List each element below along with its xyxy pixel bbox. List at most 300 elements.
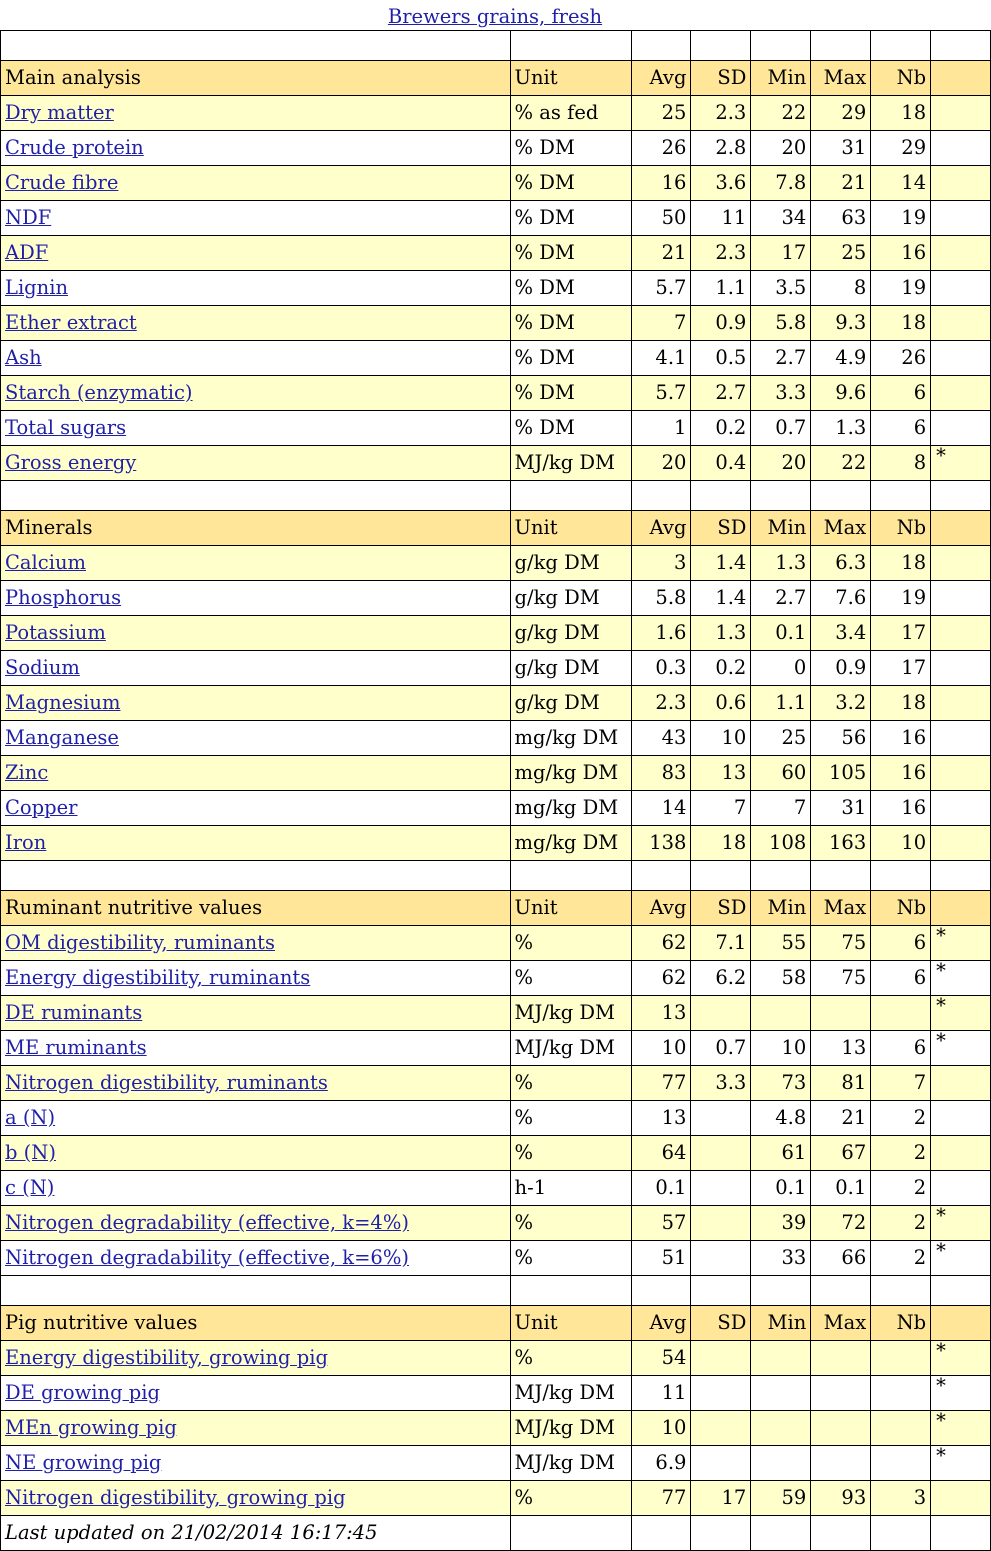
nutrient-link[interactable]: Nitrogen degradability (effective, k=6%) (5, 1246, 409, 1269)
avg-cell: 77 (631, 1481, 691, 1516)
nutrient-link[interactable]: Nitrogen digestibility, ruminants (5, 1071, 328, 1094)
empty-cell (811, 31, 871, 61)
sd-cell: 2.3 (691, 96, 751, 131)
row-name-cell (1, 1411, 511, 1446)
avg-cell: 10 (631, 1031, 691, 1066)
unit-cell: % DM (510, 201, 631, 236)
row-name-cell (1, 1136, 511, 1171)
column-header-sd: SD (691, 891, 751, 926)
unit-cell: % as fed (510, 96, 631, 131)
empty-cell (871, 31, 931, 61)
table-row (1, 271, 991, 306)
avg-cell: 4.1 (631, 341, 691, 376)
row-name-cell (1, 446, 511, 481)
empty-cell (751, 1516, 811, 1551)
nb-cell (871, 1411, 931, 1446)
avg-cell: 3 (631, 546, 691, 581)
nb-cell: 19 (871, 201, 931, 236)
nutrient-link[interactable]: Total sugars (5, 416, 127, 439)
sd-cell: 0.9 (691, 306, 751, 341)
min-cell: 5.8 (751, 306, 811, 341)
avg-cell: 51 (631, 1241, 691, 1276)
nb-cell: 16 (871, 791, 931, 826)
unit-cell: g/kg DM (510, 616, 631, 651)
sd-cell: 1.4 (691, 581, 751, 616)
avg-cell: 5.7 (631, 271, 691, 306)
table-row (1, 1411, 991, 1446)
min-cell: 55 (751, 926, 811, 961)
max-cell: 13 (811, 1031, 871, 1066)
min-cell (751, 1446, 811, 1481)
min-cell: 60 (751, 756, 811, 791)
max-cell: 21 (811, 166, 871, 201)
column-header-unit: Unit (510, 61, 631, 96)
sd-cell: 0.7 (691, 1031, 751, 1066)
nutrient-link[interactable]: Crude protein (5, 136, 144, 159)
column-header-min: Min (751, 891, 811, 926)
avg-cell: 1.6 (631, 616, 691, 651)
avg-cell: 64 (631, 1136, 691, 1171)
unit-cell: % DM (510, 131, 631, 166)
flag-cell (931, 826, 991, 861)
unit-cell: g/kg DM (510, 651, 631, 686)
nb-cell: 7 (871, 1066, 931, 1101)
table-row (1, 926, 991, 961)
avg-cell: 13 (631, 996, 691, 1031)
max-cell: 31 (811, 131, 871, 166)
max-cell: 93 (811, 1481, 871, 1516)
max-cell: 6.3 (811, 546, 871, 581)
table-row (1, 1136, 991, 1171)
column-header-flag (931, 61, 991, 96)
flag-cell (931, 341, 991, 376)
flag-cell: * (931, 1341, 991, 1376)
max-cell: 31 (811, 791, 871, 826)
min-cell: 33 (751, 1241, 811, 1276)
empty-cell (1, 481, 511, 511)
max-cell: 3.4 (811, 616, 871, 651)
row-name-cell (1, 616, 511, 651)
empty-cell (631, 1276, 691, 1306)
min-cell: 3.5 (751, 271, 811, 306)
nb-cell: 6 (871, 926, 931, 961)
nutrient-link[interactable]: c (N) (5, 1176, 55, 1199)
empty-cell (931, 1516, 991, 1551)
nutrient-link[interactable]: Nitrogen degradability (effective, k=4%) (5, 1211, 409, 1234)
min-cell: 20 (751, 131, 811, 166)
sd-cell: 1.1 (691, 271, 751, 306)
flag-cell: * (931, 1031, 991, 1066)
avg-cell: 0.1 (631, 1171, 691, 1206)
nutrient-link[interactable]: ADF (5, 241, 49, 264)
avg-cell: 0.3 (631, 651, 691, 686)
unit-cell: mg/kg DM (510, 756, 631, 791)
empty-cell (871, 1516, 931, 1551)
sd-cell: 2.7 (691, 376, 751, 411)
table-row (1, 826, 991, 861)
nb-cell: 8 (871, 446, 931, 481)
empty-cell (811, 481, 871, 511)
row-name-cell (1, 546, 511, 581)
empty-cell (691, 1276, 751, 1306)
empty-cell (931, 861, 991, 891)
avg-cell: 54 (631, 1341, 691, 1376)
sd-cell: 1.3 (691, 616, 751, 651)
nb-cell: 29 (871, 131, 931, 166)
nb-cell: 2 (871, 1241, 931, 1276)
section-header-row (1, 61, 991, 96)
row-name-cell (1, 341, 511, 376)
column-header-flag (931, 511, 991, 546)
column-header-min: Min (751, 61, 811, 96)
table-row (1, 96, 991, 131)
min-cell: 0.1 (751, 616, 811, 651)
sd-cell: 0.2 (691, 651, 751, 686)
column-header-nb: Nb (871, 891, 931, 926)
max-cell (811, 1411, 871, 1446)
flag-cell (931, 1171, 991, 1206)
max-cell: 66 (811, 1241, 871, 1276)
unit-cell: g/kg DM (510, 546, 631, 581)
nutrient-link[interactable]: Manganese (5, 726, 119, 749)
max-cell: 3.2 (811, 686, 871, 721)
avg-cell: 5.8 (631, 581, 691, 616)
unit-cell: MJ/kg DM (510, 1411, 631, 1446)
nb-cell (871, 1341, 931, 1376)
empty-cell (691, 481, 751, 511)
empty-cell (691, 1516, 751, 1551)
row-name-cell (1, 1446, 511, 1481)
column-header-nb: Nb (871, 61, 931, 96)
avg-cell: 2.3 (631, 686, 691, 721)
sd-cell: 3.6 (691, 166, 751, 201)
nutrient-link[interactable]: Potassium (5, 621, 106, 644)
row-name-cell (1, 581, 511, 616)
flag-cell (931, 376, 991, 411)
min-cell: 20 (751, 446, 811, 481)
nutrient-link[interactable]: Crude fibre (5, 171, 119, 194)
flag-cell: * (931, 1241, 991, 1276)
unit-cell: % DM (510, 236, 631, 271)
row-name-cell (1, 271, 511, 306)
empty-cell (811, 1276, 871, 1306)
sd-cell (691, 1446, 751, 1481)
flag-cell: * (931, 1376, 991, 1411)
flag-cell (931, 1066, 991, 1101)
row-name-cell (1, 96, 511, 131)
sd-cell: 1.4 (691, 546, 751, 581)
nutrient-link[interactable]: Starch (enzymatic) (5, 381, 193, 404)
nutrient-link[interactable]: NDF (5, 206, 52, 229)
avg-cell: 83 (631, 756, 691, 791)
avg-cell: 62 (631, 926, 691, 961)
max-cell: 75 (811, 961, 871, 996)
unit-cell: % DM (510, 341, 631, 376)
table-row (1, 376, 991, 411)
avg-cell: 26 (631, 131, 691, 166)
empty-cell (510, 1276, 631, 1306)
table-row (1, 1481, 991, 1516)
avg-cell: 62 (631, 961, 691, 996)
unit-cell: % (510, 1206, 631, 1241)
avg-cell: 10 (631, 1411, 691, 1446)
min-cell: 73 (751, 1066, 811, 1101)
nutrient-link[interactable]: Lignin (5, 276, 69, 299)
flag-cell: * (931, 1206, 991, 1241)
nutrient-link[interactable]: Energy digestibility, growing pig (5, 1346, 328, 1369)
nutrient-link[interactable]: Zinc (5, 761, 49, 784)
min-cell: 0 (751, 651, 811, 686)
empty-cell (631, 31, 691, 61)
flag-cell (931, 201, 991, 236)
avg-cell: 7 (631, 306, 691, 341)
unit-cell: g/kg DM (510, 581, 631, 616)
flag-cell: * (931, 926, 991, 961)
min-cell (751, 1341, 811, 1376)
nutrient-link[interactable]: ME ruminants (5, 1036, 147, 1059)
column-header-unit: Unit (510, 1306, 631, 1341)
max-cell: 163 (811, 826, 871, 861)
table-row (1, 1341, 991, 1376)
table-row (1, 446, 991, 481)
unit-cell: h-1 (510, 1171, 631, 1206)
column-header-sd: SD (691, 1306, 751, 1341)
table-row (1, 1446, 991, 1481)
unit-cell: g/kg DM (510, 686, 631, 721)
min-cell: 39 (751, 1206, 811, 1241)
nb-cell: 2 (871, 1206, 931, 1241)
nb-cell: 17 (871, 616, 931, 651)
max-cell: 72 (811, 1206, 871, 1241)
flag-cell (931, 721, 991, 756)
unit-cell: % (510, 1136, 631, 1171)
table-row (1, 201, 991, 236)
max-cell: 9.3 (811, 306, 871, 341)
flag-cell: * (931, 446, 991, 481)
max-cell: 9.6 (811, 376, 871, 411)
sd-cell: 11 (691, 201, 751, 236)
empty-cell (1, 31, 511, 61)
column-header-avg: Avg (631, 1306, 691, 1341)
empty-cell (631, 481, 691, 511)
row-name-cell (1, 961, 511, 996)
nutrient-link[interactable]: Iron (5, 831, 47, 854)
nutrient-link[interactable]: Energy digestibility, ruminants (5, 966, 311, 989)
empty-cell (871, 1276, 931, 1306)
nutrient-link[interactable]: NE growing pig (5, 1451, 162, 1474)
max-cell: 63 (811, 201, 871, 236)
sd-cell (691, 1376, 751, 1411)
sd-cell: 7 (691, 791, 751, 826)
min-cell: 58 (751, 961, 811, 996)
empty-cell (631, 861, 691, 891)
flag-cell (931, 616, 991, 651)
table-row (1, 341, 991, 376)
unit-cell: MJ/kg DM (510, 996, 631, 1031)
nb-cell: 6 (871, 411, 931, 446)
sd-cell: 0.2 (691, 411, 751, 446)
nutrient-link[interactable]: Calcium (5, 551, 86, 574)
nutrient-link[interactable]: Dry matter (5, 101, 114, 124)
sd-cell: 2.8 (691, 131, 751, 166)
min-cell (751, 1411, 811, 1446)
nutrient-link[interactable]: Sodium (5, 656, 80, 679)
unit-cell: mg/kg DM (510, 721, 631, 756)
row-name-cell (1, 1171, 511, 1206)
empty-cell (811, 1516, 871, 1551)
avg-cell: 13 (631, 1101, 691, 1136)
min-cell (751, 996, 811, 1031)
empty-cell (510, 481, 631, 511)
spacer-row (1, 861, 991, 891)
sd-cell: 13 (691, 756, 751, 791)
flag-cell (931, 236, 991, 271)
sd-cell: 18 (691, 826, 751, 861)
row-name-cell (1, 1341, 511, 1376)
table-row (1, 721, 991, 756)
table-row (1, 411, 991, 446)
empty-cell (871, 861, 931, 891)
row-name-cell (1, 166, 511, 201)
spacer-row (1, 31, 991, 61)
table-row (1, 616, 991, 651)
sd-cell: 17 (691, 1481, 751, 1516)
row-name-cell (1, 756, 511, 791)
table-row (1, 1066, 991, 1101)
avg-cell: 6.9 (631, 1446, 691, 1481)
nutrient-link[interactable]: Nitrogen digestibility, growing pig (5, 1486, 346, 1509)
nutrient-link[interactable]: OM digestibility, ruminants (5, 931, 276, 954)
avg-cell: 138 (631, 826, 691, 861)
min-cell: 17 (751, 236, 811, 271)
empty-cell (811, 861, 871, 891)
row-name-cell (1, 1241, 511, 1276)
flag-cell (931, 306, 991, 341)
row-name-cell (1, 306, 511, 341)
section-heading: Minerals (1, 511, 511, 546)
nb-cell: 16 (871, 236, 931, 271)
nutrient-link[interactable]: MEn growing pig (5, 1416, 177, 1439)
empty-cell (931, 481, 991, 511)
nb-cell: 18 (871, 96, 931, 131)
sd-cell: 0.4 (691, 446, 751, 481)
nutrient-link[interactable]: Ash (5, 346, 42, 369)
section-header-row (1, 1306, 991, 1341)
min-cell: 61 (751, 1136, 811, 1171)
column-header-avg: Avg (631, 61, 691, 96)
unit-cell: MJ/kg DM (510, 1031, 631, 1066)
sd-cell (691, 1341, 751, 1376)
unit-cell: MJ/kg DM (510, 446, 631, 481)
nb-cell: 6 (871, 1031, 931, 1066)
column-header-avg: Avg (631, 891, 691, 926)
section-header-row (1, 511, 991, 546)
min-cell: 7.8 (751, 166, 811, 201)
column-header-min: Min (751, 511, 811, 546)
unit-cell: % DM (510, 166, 631, 201)
sd-cell: 0.6 (691, 686, 751, 721)
sd-cell (691, 1136, 751, 1171)
column-header-nb: Nb (871, 511, 931, 546)
nb-cell (871, 996, 931, 1031)
min-cell: 7 (751, 791, 811, 826)
sd-cell: 10 (691, 721, 751, 756)
table-row (1, 651, 991, 686)
table-row (1, 996, 991, 1031)
nutrient-link[interactable]: DE growing pig (5, 1381, 160, 1404)
column-header-max: Max (811, 511, 871, 546)
empty-cell (510, 1516, 631, 1551)
nutrient-link[interactable]: Gross energy (5, 451, 137, 474)
flag-cell (931, 651, 991, 686)
table-row (1, 306, 991, 341)
max-cell: 29 (811, 96, 871, 131)
avg-cell: 50 (631, 201, 691, 236)
sd-cell (691, 1206, 751, 1241)
table-row (1, 166, 991, 201)
sd-cell (691, 996, 751, 1031)
sd-cell: 7.1 (691, 926, 751, 961)
row-name-cell (1, 721, 511, 756)
table-row (1, 581, 991, 616)
avg-cell: 16 (631, 166, 691, 201)
unit-cell: % DM (510, 271, 631, 306)
nb-cell: 18 (871, 306, 931, 341)
avg-cell: 57 (631, 1206, 691, 1241)
unit-cell: % (510, 1481, 631, 1516)
avg-cell: 11 (631, 1376, 691, 1411)
max-cell: 22 (811, 446, 871, 481)
section-heading: Ruminant nutritive values (1, 891, 511, 926)
min-cell: 25 (751, 721, 811, 756)
nb-cell: 3 (871, 1481, 931, 1516)
column-header-unit: Unit (510, 891, 631, 926)
empty-cell (931, 31, 991, 61)
table-row (1, 686, 991, 721)
table-row (1, 1171, 991, 1206)
nutrient-link[interactable]: Ether extract (5, 311, 137, 334)
flag-cell (931, 1481, 991, 1516)
table-row (1, 961, 991, 996)
flag-cell (931, 1136, 991, 1171)
unit-cell: % (510, 1341, 631, 1376)
row-name-cell (1, 201, 511, 236)
empty-cell (1, 861, 511, 891)
nutrient-link[interactable]: Phosphorus (5, 586, 122, 609)
flag-cell (931, 96, 991, 131)
nutrient-link[interactable]: DE ruminants (5, 1001, 143, 1024)
unit-cell: % (510, 1241, 631, 1276)
sd-cell: 3.3 (691, 1066, 751, 1101)
nutrient-link[interactable]: Magnesium (5, 691, 121, 714)
row-name-cell (1, 651, 511, 686)
avg-cell: 14 (631, 791, 691, 826)
unit-cell: mg/kg DM (510, 826, 631, 861)
min-cell: 3.3 (751, 376, 811, 411)
avg-cell: 43 (631, 721, 691, 756)
max-cell (811, 1446, 871, 1481)
flag-cell (931, 756, 991, 791)
sd-cell: 2.3 (691, 236, 751, 271)
unit-cell: % DM (510, 411, 631, 446)
title-link[interactable]: Brewers grains, fresh (387, 5, 603, 28)
nutrient-link[interactable]: a (N) (5, 1106, 56, 1129)
nutrient-link[interactable]: b (N) (5, 1141, 56, 1164)
max-cell: 0.1 (811, 1171, 871, 1206)
nutrient-link[interactable]: Copper (5, 796, 78, 819)
empty-cell (691, 31, 751, 61)
column-header-max: Max (811, 61, 871, 96)
